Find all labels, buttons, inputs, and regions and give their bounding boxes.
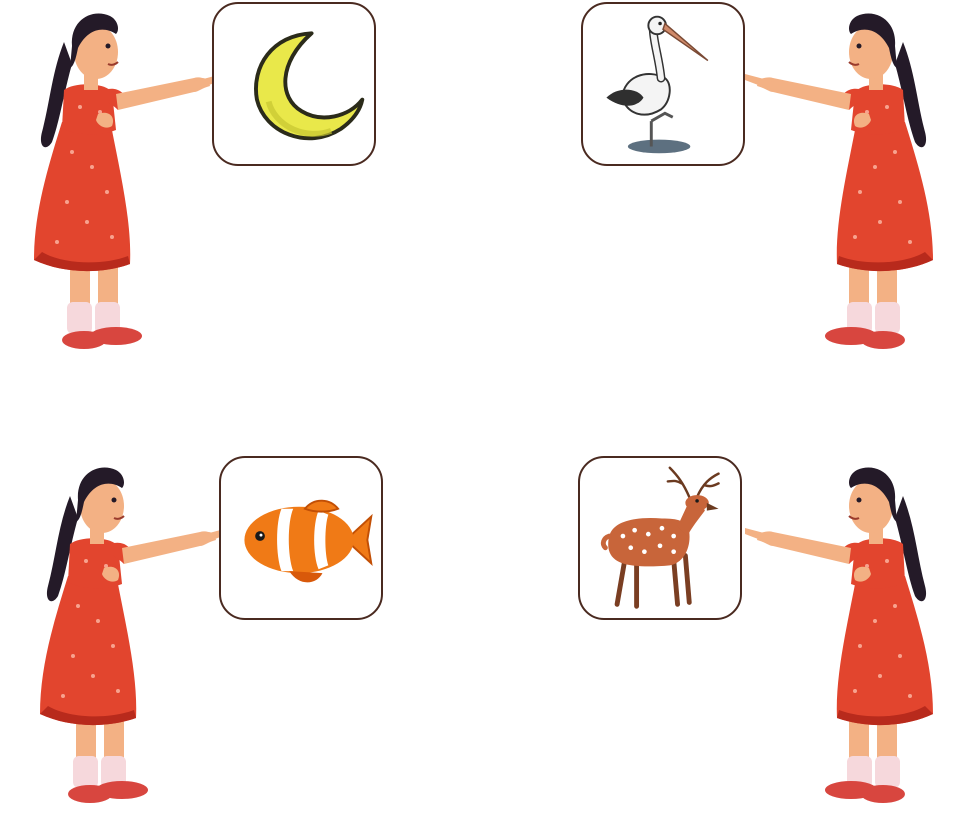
clownfish-icon (221, 458, 381, 618)
girl-pointing-right-top (12, 2, 222, 362)
moon-card[interactable] (212, 2, 376, 166)
deer-card[interactable] (578, 456, 742, 620)
girl-pointing-left-bottom (745, 456, 955, 816)
girl-pointing-right-bottom (18, 456, 228, 816)
stork-icon (583, 4, 743, 164)
deer-icon (580, 458, 740, 618)
girl-pointing-left-top (745, 2, 955, 362)
stork-card[interactable] (581, 2, 745, 166)
crescent-moon-icon (214, 4, 374, 164)
fish-card[interactable] (219, 456, 383, 620)
